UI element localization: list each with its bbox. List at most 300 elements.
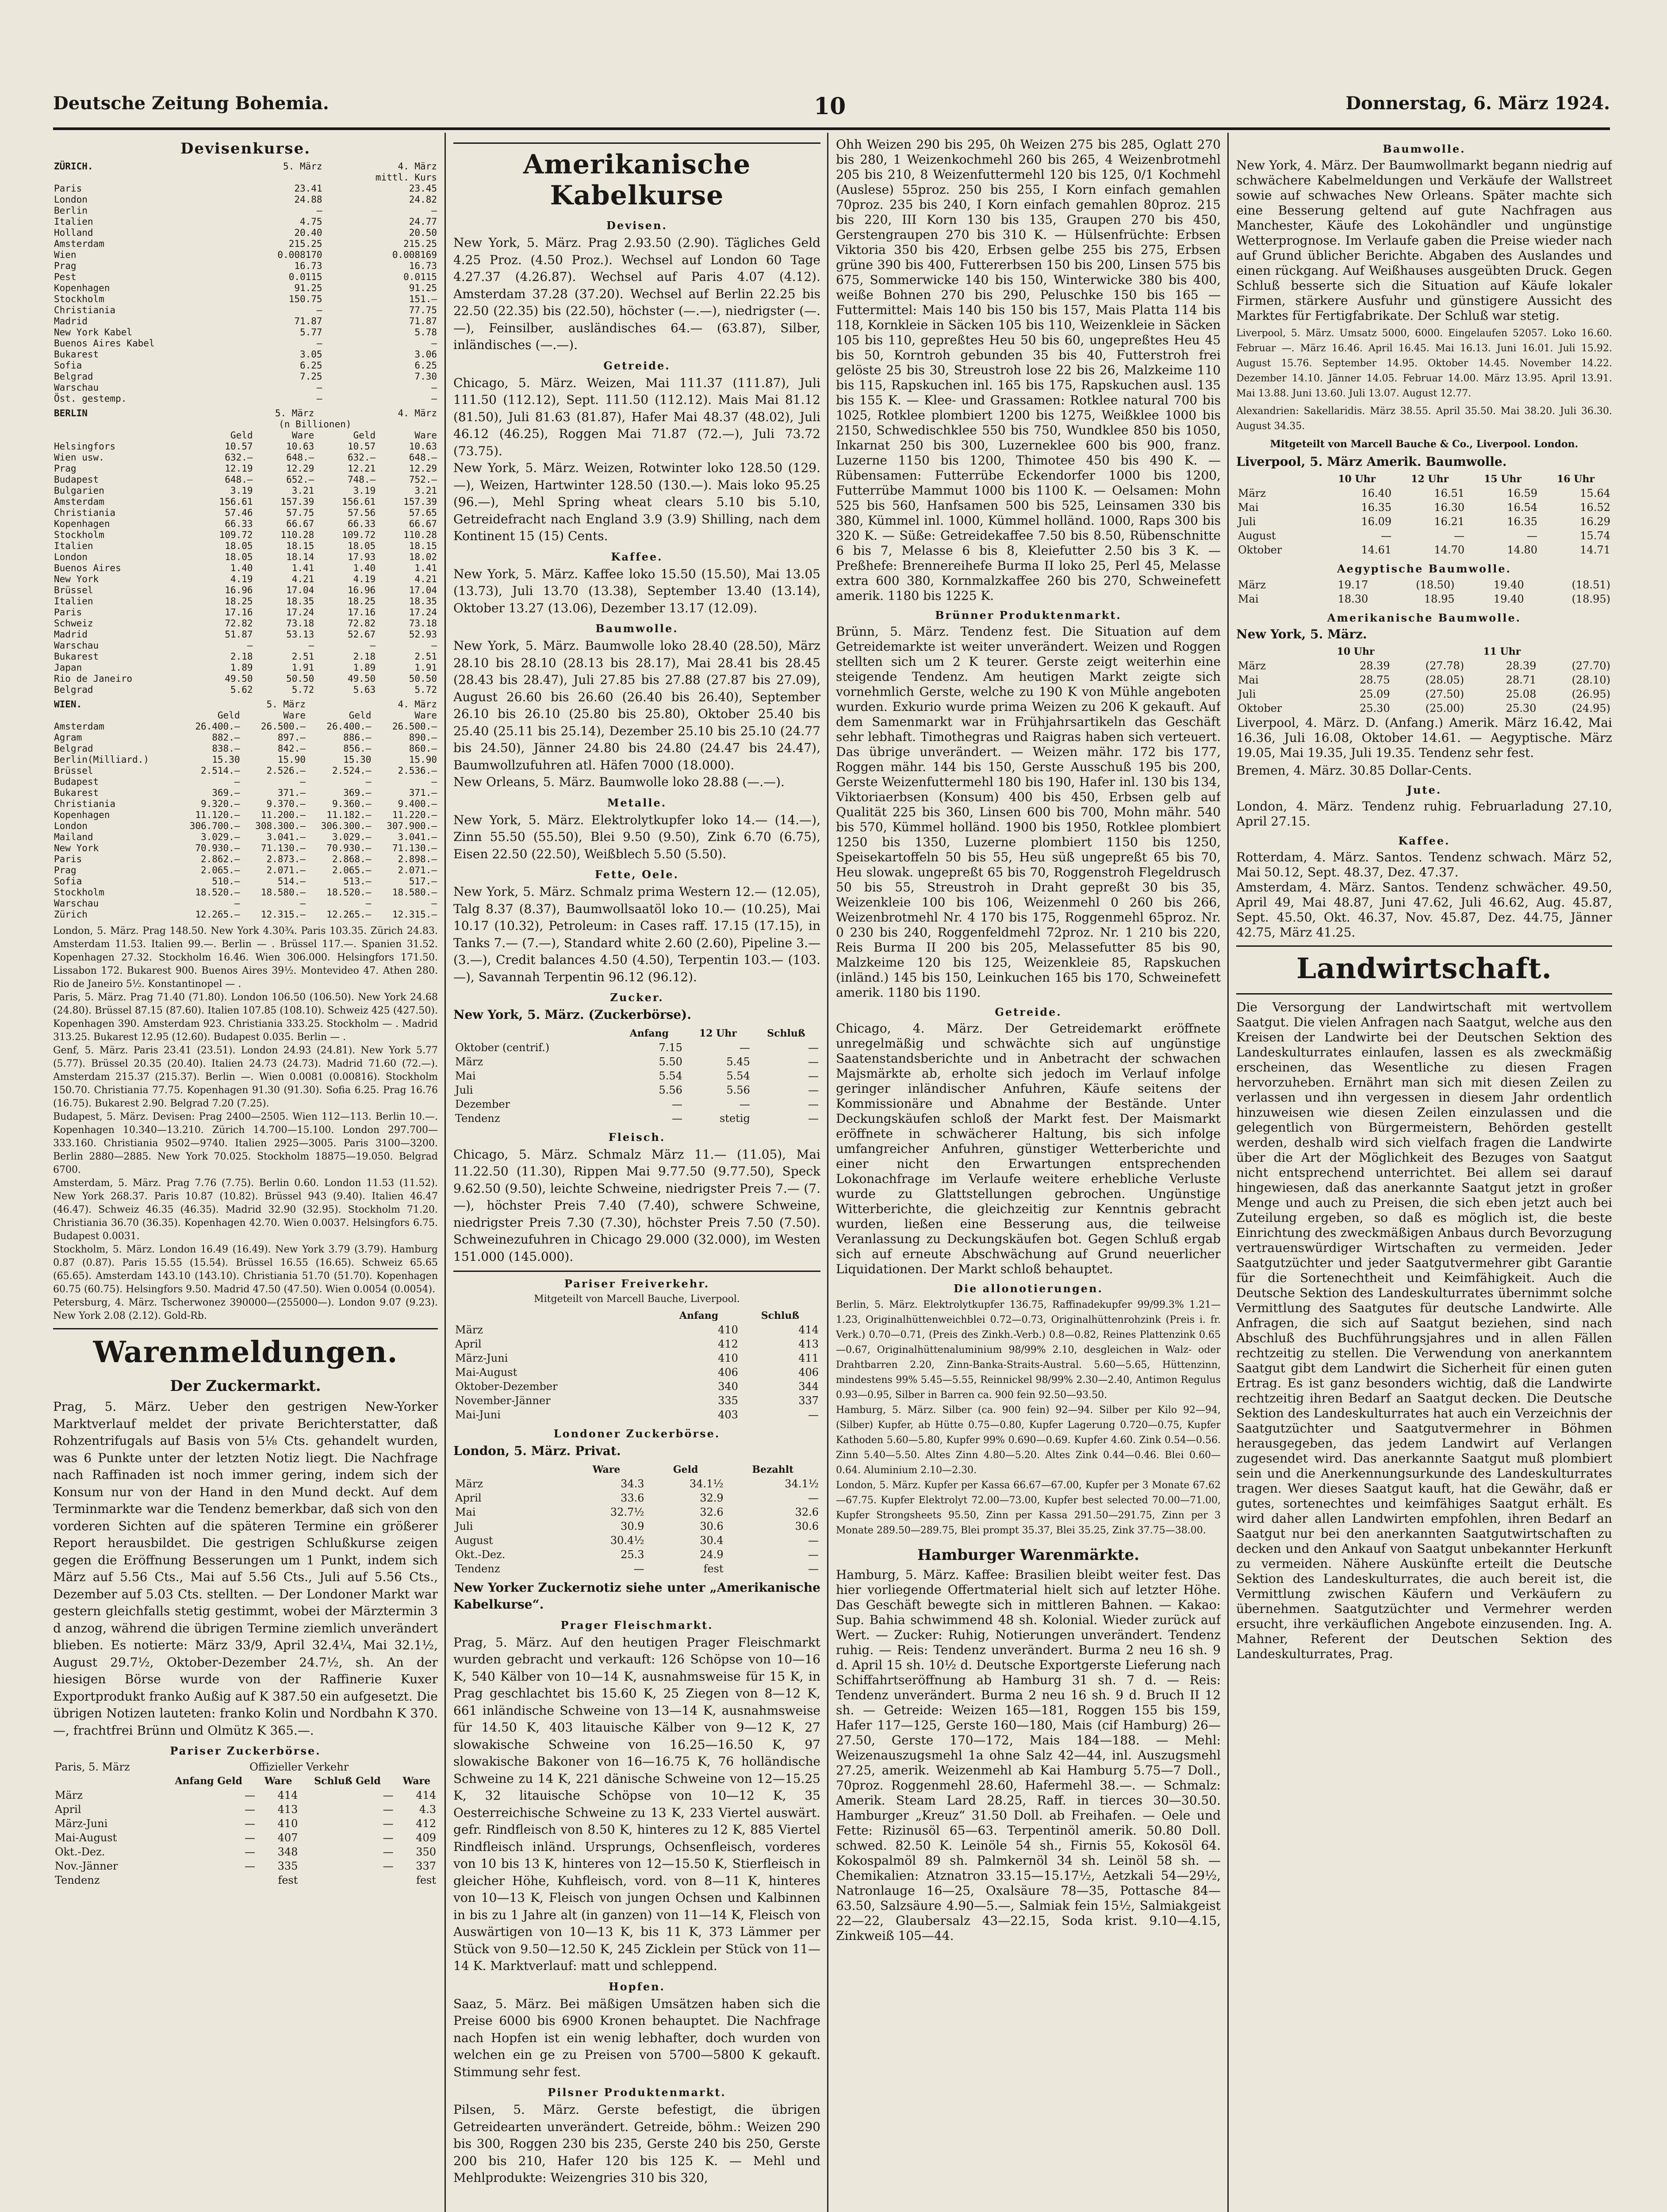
row-value: 414 xyxy=(798,1324,819,1336)
row-value: 860.— xyxy=(409,743,437,754)
metallnotierungen-heading: Die allonotierungen. xyxy=(954,1282,1103,1295)
liverpool-table-head: Liverpool, 5. März Amerik. Baumwolle. xyxy=(1236,454,1507,469)
row-value: 3.21 xyxy=(414,485,437,496)
row-label: Berlin(Milliard.) xyxy=(54,754,149,765)
row-value: 2.868.— xyxy=(332,854,372,864)
row-label: Holland xyxy=(54,227,93,238)
fleisch-subheading: Fleisch. xyxy=(608,1130,666,1144)
row-value: 12.315.— xyxy=(392,909,437,920)
row-value: 156.61 xyxy=(219,496,253,507)
kaffee-report-text: Rotterdam, 4. März. Santos. Tendenz schwach. März 52, Mai 50.12, Sept. 48.37, Dez. 47.37. Amsterdam, 4. März. Santos. Tendenz schwächer. 49.50, April 49, Mai 48.87, Juni 47.62, Juli 46.62, Aug. 45.87, Sept. 45.50, Okt. 46.37, Nov. 45.87, Dez. 44.75, Jänner 42.75, März 41.25. xyxy=(1236,850,1612,940)
row-value: 2.873.— xyxy=(266,854,306,864)
berlin-row xyxy=(53,441,438,452)
row-value: 34.1½ xyxy=(785,1477,819,1490)
row-value: 91.25 xyxy=(294,283,322,293)
londoner-col-header: Geld xyxy=(673,1463,698,1475)
prager-fleischmarkt-heading: Prager Fleischmarkt. xyxy=(560,1618,713,1632)
row-label: März xyxy=(455,1324,483,1336)
row-value: 1.91 xyxy=(414,662,437,673)
row-value: 410 xyxy=(718,1352,738,1364)
row-value: 109.72 xyxy=(342,530,376,540)
liverpool-col-header xyxy=(1236,472,1320,486)
row-value: 5.63 xyxy=(353,684,376,695)
bauche-note: Mitgeteilt von Marcell Bauche & Co., Liverpool. London. xyxy=(1270,438,1579,450)
column-divider xyxy=(827,133,828,2212)
berlin-row xyxy=(53,452,438,463)
row-value: 2.514.— xyxy=(200,765,240,776)
row-value: 510.— xyxy=(212,876,240,887)
wien-date2: 4. März xyxy=(398,699,437,710)
berlin-row xyxy=(53,563,438,574)
row-value: — xyxy=(370,640,376,651)
row-value: 50.50 xyxy=(409,673,437,684)
row-value: 52.93 xyxy=(409,629,437,640)
landwirtschaft-heading: Landwirtschaft. xyxy=(1296,952,1552,985)
row-value: 890.— xyxy=(409,732,437,743)
wien-row xyxy=(53,854,438,865)
row-value: 7.15 xyxy=(659,1041,682,1054)
row-value: (26.95) xyxy=(1571,688,1610,700)
londoner-row xyxy=(453,1533,820,1548)
row-value: (27.70) xyxy=(1571,660,1610,672)
row-value: 18.25 xyxy=(225,596,253,607)
kaffee-heading: Kaffee. xyxy=(1398,834,1450,847)
pariser-tendenz-value: fest xyxy=(278,1874,298,1886)
londoner-zuckerboerse-heading: Londoner Zuckerbörse. xyxy=(553,1427,720,1440)
row-label: Madrid xyxy=(54,316,88,326)
row-value: 406 xyxy=(718,1366,738,1379)
row-value: — xyxy=(383,1817,394,1830)
row-value: — xyxy=(245,1803,256,1816)
row-value: 17.04 xyxy=(409,585,437,595)
row-value: 16.21 xyxy=(1434,515,1465,528)
row-value: 0.0115 xyxy=(403,272,437,282)
aegyptische-heading: Aegyptische Baumwolle. xyxy=(1337,562,1511,575)
row-label: Paris xyxy=(54,183,82,194)
row-value: 16.35 xyxy=(1507,515,1538,528)
row-label: Warschau xyxy=(54,898,99,909)
amerikanische-head: New York, 5. März. xyxy=(1236,627,1367,641)
londoner-row xyxy=(453,1477,820,1491)
row-value: 66.33 xyxy=(347,518,376,529)
row-label: New York xyxy=(54,574,99,584)
row-value: 748.— xyxy=(347,474,376,485)
row-value: 70.930.— xyxy=(326,843,372,853)
row-value: 16.29 xyxy=(1580,515,1610,528)
getreide-subheading: Getreide. xyxy=(603,359,671,372)
row-value: 407 xyxy=(277,1832,298,1844)
pariser-row xyxy=(53,1788,438,1802)
kaffee-subheading: Kaffee. xyxy=(611,550,663,563)
row-label: März xyxy=(55,1789,83,1801)
zuckermarkt-heading: Der Zuckermarkt. xyxy=(170,1377,321,1395)
row-value: 24.77 xyxy=(409,216,437,227)
section-rule xyxy=(1236,945,1612,947)
row-value: 25.08 xyxy=(1506,688,1537,700)
row-label: Prag xyxy=(54,463,77,474)
amer-col-header: 10 Uhr xyxy=(1337,646,1375,657)
wien-row xyxy=(53,765,438,776)
row-value: 1.40 xyxy=(353,563,376,573)
metallnotierungen-text: Berlin, 5. März. Elektrolytkupfer 136.75, Raffinadekupfer 99/99.3% 1.21—1.23, Originalhüttenweichblei 0.72—0.73, Originalhüttenrohzink (Preis i. fr. Verk.) 0.70—0.71, (Preis des Zinkh.-Verb.) 0.8—0.82, Reines Plattenzink 0.65—0.67, Originalhüttenaluminium 98/99% 2.10, desgleichen in Walz- oder Drahtbarren 2.20, Zinn-Banka-Straits-Austral. 5.60—5.65, Hüttenzinn, mindestens 99% 5.45—5.55, Reinnickel 98/99% 2.30—2.40, Antimon Regulus 0.93—0.95, Silber in Barren ca. 900 fein 92.50—93.50. Hamburg, 5. März. Silber (ca. 900 fein) 92—94. Silber per Kilo 92—94, (Silber) Kupfer, ab Hütte 0.75—0.80, Kupfer Lagerung 0.720—0.75, Kupfer Kathoden 5.60—5.80, Kupfer 99% 0.690—0.69. Kupfer 4.60. Zink 0.54—0.56. Zinn 5.40—5.50. Altes Zinn 4.80—5.20. Altes Zink 0.44—0.46. Blei 0.60—0.64. Aluminium 2.10—2.30. London, 5. März. Kupfer per Kassa 66.67—67.00, Kupfer per 3 Monate 67.62—67.75. Kupfer Elektrolyt 72.00—73.00, Kupfer best selected 70.00—71.00, Kupfer Strongsheets 95.50, Zinn per Kassa 291.50—291.75, Zinn per 3 Monate 289.50—289.75, Blei prompt 35.37, Blei 35.25, Zink 37.75—38.00. xyxy=(836,1299,1221,1536)
pariser-row xyxy=(53,1845,438,1859)
row-label: Oktober xyxy=(1238,544,1282,556)
row-label: Zürich xyxy=(54,909,88,920)
row-value: 2.524.— xyxy=(332,765,372,776)
row-value: 18.580.— xyxy=(392,887,437,898)
row-value: — xyxy=(245,1846,256,1858)
row-value: 410 xyxy=(277,1817,298,1830)
row-value: 5.50 xyxy=(659,1055,682,1068)
pariser-freiverkehr-note: Mitgeteilt von Marcell Bauche, Liverpool. xyxy=(534,1294,740,1305)
row-value: 17.93 xyxy=(347,552,376,562)
row-value: 4.19 xyxy=(230,574,253,584)
row-value: 5.72 xyxy=(291,684,314,695)
londoner-col-header xyxy=(453,1463,567,1477)
row-label: Amsterdam xyxy=(54,496,104,507)
row-value: 4.75 xyxy=(299,216,322,227)
row-label: Tendenz xyxy=(455,1112,500,1125)
pilsner-text: Pilsen, 5. März. Gerste befestigt, die übrigen Getreidearten unverändert. Getreide, böhm.: Weizen 290 bis 300, Roggen 230 bis 235, Gerste 240 bis 250, Gerste 200 bis 210, Hafer 120 bis 125 K. — Mehl und Mehlprodukte: Weizengries 310 bis 320, xyxy=(453,2102,820,2185)
row-label: Sofia xyxy=(54,876,82,887)
row-label: Christiania xyxy=(54,305,116,315)
row-value: 151.— xyxy=(409,294,437,304)
row-value: — xyxy=(1381,530,1392,542)
hamburger-heading: Hamburger Warenmärkte. xyxy=(917,1546,1139,1564)
row-value: — xyxy=(245,1860,256,1872)
row-value: 306.700.— xyxy=(189,821,240,831)
row-value: 4.21 xyxy=(414,574,437,584)
row-label: Pest xyxy=(54,272,77,282)
row-value: 335 xyxy=(277,1860,298,1872)
freiverkehr-row xyxy=(453,1323,820,1337)
row-value: — xyxy=(739,1098,750,1110)
row-value: 5.54 xyxy=(659,1069,682,1082)
row-value: 20.40 xyxy=(294,227,322,238)
row-value: 18.02 xyxy=(409,552,437,562)
row-value: 15.64 xyxy=(1580,487,1610,499)
wien-col-header: Geld xyxy=(349,710,372,721)
row-value: 369.— xyxy=(212,787,240,798)
row-label: Okt.-Dez. xyxy=(55,1846,105,1858)
row-value: 308.300.— xyxy=(255,821,306,831)
amerikanische-table xyxy=(1236,645,1612,715)
row-label: Warschau xyxy=(54,640,99,651)
pariser-row xyxy=(53,1816,438,1831)
wien-heading: WIEN. xyxy=(54,699,82,710)
row-value: 5.77 xyxy=(299,327,322,338)
row-value: — xyxy=(633,1562,644,1575)
row-value: — xyxy=(1527,530,1538,542)
row-value: 16.59 xyxy=(1507,487,1538,499)
row-value: 335 xyxy=(718,1394,738,1407)
row-value: 15.90 xyxy=(277,754,306,765)
wien-col-header: Ware xyxy=(283,710,306,721)
row-value: 49.50 xyxy=(347,673,376,684)
row-value: 49.50 xyxy=(225,673,253,684)
row-value: 4.21 xyxy=(291,574,314,584)
row-label: Oktober-Dezember xyxy=(455,1380,558,1393)
row-label: Juli xyxy=(1238,688,1256,700)
row-label: Kopenhagen xyxy=(54,518,110,529)
issue-date: Donnerstag, 6. März 1924. xyxy=(1345,93,1610,114)
getreide-chicago-heading: Getreide. xyxy=(995,1006,1062,1018)
row-label: Italien xyxy=(54,541,93,551)
zurich-row xyxy=(53,360,438,371)
row-label: Mai xyxy=(455,1069,476,1082)
row-value: 9.360.— xyxy=(332,799,372,809)
row-value: 71.130.— xyxy=(392,843,437,853)
column-2 xyxy=(453,137,820,2212)
berlin-row xyxy=(53,651,438,662)
row-value: (25.00) xyxy=(1425,702,1464,714)
row-value: 1.89 xyxy=(230,662,253,673)
row-value: 842.— xyxy=(277,743,306,754)
metalle-text: New York, 5. März. Elektrolytkupfer loko 14.— (14.—), Zinn 55.50 (55.50), Blei 9.50 (9.50), Zink 6.70 (6.75), Eisen 22.50 (22.50), Weißblech 5.50 (5.50). xyxy=(453,812,820,861)
row-value: 71.87 xyxy=(409,316,437,326)
row-value: 513.— xyxy=(343,876,372,887)
row-label: Paris xyxy=(54,607,82,618)
zurich-row xyxy=(53,205,438,216)
row-value: 2.071.— xyxy=(266,865,306,876)
pariser-freiverkehr-table xyxy=(453,1309,820,1422)
londoner-row xyxy=(453,1519,820,1533)
row-value: 150.75 xyxy=(288,294,322,304)
row-label: Mai-Juni xyxy=(455,1409,501,1421)
row-value: — xyxy=(431,338,437,349)
row-label: Kopenhagen xyxy=(54,810,110,820)
berlin-row xyxy=(53,485,438,496)
hopfen-heading: Hopfen. xyxy=(609,1980,665,1993)
header-rule xyxy=(53,127,1610,130)
row-value: 2.18 xyxy=(353,651,376,662)
row-label: März xyxy=(1238,487,1266,499)
amer-col-header xyxy=(1538,645,1612,659)
wien-row xyxy=(53,898,438,909)
row-value: 16.35 xyxy=(1361,501,1392,514)
row-value: 648.— xyxy=(286,452,314,463)
row-value: 16.09 xyxy=(1361,515,1392,528)
row-value: 72.82 xyxy=(347,618,376,629)
row-value: 7.25 xyxy=(299,371,322,382)
berlin-row xyxy=(53,530,438,541)
row-label: Stockholm xyxy=(54,530,104,540)
liverpool-anfang-text: Liverpool, 4. März. D. (Anfang.) Amerik. März 16.42, Mai 16.36, Juli 16.08, Oktober 14.61. — Aegyptische. März 19.05, Mai 19.35, Juli 19.35. Tendenz sehr fest. xyxy=(1236,715,1612,760)
row-value: (28.10) xyxy=(1571,674,1610,686)
row-label: April xyxy=(455,1491,482,1504)
row-value: 33.6 xyxy=(621,1491,644,1504)
row-label: Christiania xyxy=(54,799,116,809)
row-value: 18.05 xyxy=(347,541,376,551)
berlin-col-header: Geld xyxy=(353,430,376,441)
row-value: — xyxy=(431,898,437,909)
row-value: 406 xyxy=(798,1366,819,1379)
row-label: Mai xyxy=(1238,501,1259,514)
berlin-row xyxy=(53,596,438,607)
row-value: — xyxy=(245,1832,256,1844)
row-value: — xyxy=(383,1846,394,1858)
row-value: 30.4½ xyxy=(610,1534,644,1547)
zurich-row xyxy=(53,316,438,327)
row-value: 10.57 xyxy=(347,441,376,452)
row-value: 3.041.— xyxy=(266,832,306,842)
row-value: — xyxy=(1454,530,1465,542)
ny-zucker-row xyxy=(453,1069,820,1083)
row-value: 11.220.— xyxy=(392,810,437,820)
jute-heading: Jute. xyxy=(1406,783,1442,796)
row-value: 25.09 xyxy=(1359,688,1390,700)
berlin-row xyxy=(53,518,438,530)
row-label: Kopenhagen xyxy=(54,283,110,293)
ny-zucker-row xyxy=(453,1083,820,1097)
zurich-table xyxy=(53,161,438,404)
londoner-head: London, 5. März. Privat. xyxy=(453,1444,621,1458)
berlin-row xyxy=(53,618,438,629)
international-rates-text: London, 5. März. Prag 148.50. New York 4.30¾. Paris 103.35. Zürich 24.83. Amsterdam 11.53. Italien 99.—. Berlin — . Brüssel 117.—. Spanien 31.52. Kopenhagen 27.32. Stockholm 16.46. Wien 306.000. Helsingfors 171.50. Lissabon 172. Bukarest 900. Buenos Aires 39½. Montevideo 47. Athen 280. Rio de Janeiro 5½. Konstantinopel — . Paris, 5. März. Prag 71.40 (71.80). London 106.50 (106.50). New York 24.68 (24.80). Brüssel 87.15 (87.60). Italien 107.85 (108.10). Schweiz 425 (427.50). Kopenhagen 390. Amsterdam 923. Christiania 333.25. Stockholm — . Madrid 313.25. Bukarest 12.95 (12.60). Budapest 0.035. Berlin — . Genf, 5. März. Paris 23.41 (23.51). London 24.93 (24.81). New York 5.77 (5.77). Brüssel 20.35 (20.40). Italien 24.73 (24.73). Madrid 71.60 (72.—). Amsterdam 215.37 (215.37). Berlin —. Wien 0.0081 (0.00816). Stockholm 150.70. Christiania 77.75. Kopenhagen 91.30 (91.30). Sofia 6.25. Prag 16.76 (16.75). Bukarest 2.90. Belgrad 7.20 (7.25). Budapest, 5. März. Devisen: Prag 2400—2505. Wien 112—113. Berlin 10.—. Kopenhagen 10.340—13.210. Zürich 14.700—15.100. London 297.700—333.160. Christiania 9502—9740. Italien 2925—3005. Paris 3100—3200. Berlin 2880—2885. New York 70.025. Stockholm 18875—19.050. Belgrad 6700. Amsterdam, 5. März. Prag 7.76 (7.75). Berlin 0.60. London 11.53 (11.52). New York 268.37. Paris 10.87 (10.82). Brüssel 943 (9.40). Italien 46.47 (46.47). Schweiz 46.35 (46.35). Madrid 32.90 (32.95). Stockholm 71.20. Christiania 36.70 (36.35). Kopenhagen 42.70. Wien 0.0037. Helsingfors 6.75. Budapest 0.0031. Stockholm, 5. März. London 16.49 (16.49). New York 3.79 (3.79). Hamburg 0.87 (0.87). Paris 15.55 (15.54). Brüssel 16.55 (16.65). Schweiz 65.65 (65.65). Amsterdam 143.10 (143.10). Christiania 51.70 (51.70). Kopenhagen 60.75 (60.75). Helsingfors 9.50. Madrid 47.50 (47.50). Wien 0.0054 (0.0054). Petersburg, 4. März. Tscherwonez 390000—(255000—). London 9.07 (9.23). New York 2.08 (2.12). Gold-Rb. xyxy=(53,926,438,1321)
row-label: April xyxy=(455,1338,482,1350)
row-label: Sofia xyxy=(54,360,82,371)
londoner-row xyxy=(453,1505,820,1519)
row-value: 18.520.— xyxy=(326,887,372,898)
row-value: 19.40 xyxy=(1493,593,1524,605)
prager-fleischmarkt-text: Prag, 5. März. Auf den heutigen Prager Fleischmarkt wurden gebracht und verkauft: 126 Schöpse von 10—16 K, 540 Kälber von 10—14 K, ausnahmsweise für 15 K, in Prag geschlachtet bis 15.60 K, 25 Ziegen von 8—12 K, 661 inländische Schweine von 13—14 K, ausnahmsweise für 14.50 K, 403 litauische Kälber von 9—12 K, 27 slowakische Schweine von 16.25—16.50 K, 97 slowakische Bakoner von 16—16.75 K, 76 holländische Schweine zu 14 K, 221 dänische Schweine von 12—15.25 K, 32 litauische Schöpse von 10—12 K, 35 Oesterreichische Schweine zu 13 K, 233 Viertel auswärt. gefr. Rindfleisch von 8.50 K, hinteres zu 12 K, 885 Viertel Rindfleisch inländ. Ursprungs, Ochsenfleisch, vorderes von 10 bis 13 K, hinteres von 12—15.50 K, Stierfleisch in gleicher Höhe, Kuhfleisch, vord. von 8—11 K, hinteres von 10—13 K, Fleisch von jungen Ochsen und Kalbinnen in bis zu 1 Jahre alt (in ganzen) von 11—14 K, Fleisch von Auswärtigen von 10—13 K, bis 11 K, 373 Lämmer per Stück von 9.50—12.50 K, 245 Zicklein per Stück von 11—14 K. Marktverlauf: matt und schleppend. xyxy=(453,1635,820,1973)
row-value: 26.500.— xyxy=(392,721,437,732)
devisen-heading: Devisenkurse. xyxy=(180,140,311,157)
page-number: 10 xyxy=(814,93,846,120)
freiverkehr-row xyxy=(453,1351,820,1365)
aeg-row xyxy=(1236,578,1612,592)
zucker-col-header: 12 Uhr xyxy=(699,1027,737,1039)
row-value: 350 xyxy=(416,1846,436,1858)
row-value: 14.71 xyxy=(1580,544,1610,556)
row-value: — xyxy=(808,1409,819,1421)
row-value: 20.50 xyxy=(409,227,437,238)
row-value: 156.61 xyxy=(342,496,376,507)
row-value: 414 xyxy=(277,1789,298,1801)
row-label: Agram xyxy=(54,732,82,743)
liverpool-row xyxy=(1236,543,1612,557)
liverpool-col-header: 15 Uhr xyxy=(1484,473,1522,485)
row-value: 110.28 xyxy=(280,530,314,540)
row-label: Nov.-Jänner xyxy=(55,1860,118,1872)
liverpool-row xyxy=(1236,515,1612,529)
row-value: — xyxy=(316,382,322,393)
row-value: 411 xyxy=(798,1352,819,1364)
row-value: 24.9 xyxy=(700,1548,724,1561)
row-value: — xyxy=(808,1112,819,1125)
row-value: 26.500.— xyxy=(261,721,306,732)
row-value: 25.30 xyxy=(1506,702,1537,714)
amer-row xyxy=(1236,701,1612,715)
zucker-col-header: Anfang xyxy=(629,1027,669,1039)
row-value: 17.16 xyxy=(347,607,376,618)
row-label: Rio de Janeiro xyxy=(54,673,133,684)
row-label: London xyxy=(54,194,88,205)
row-value: 16.54 xyxy=(1507,501,1538,514)
row-value: — xyxy=(300,898,306,909)
row-value: 514.— xyxy=(277,876,306,887)
row-value: 337 xyxy=(416,1860,436,1872)
ny-zucker-row xyxy=(453,1055,820,1069)
row-value: 16.30 xyxy=(1434,501,1465,514)
row-value: 28.39 xyxy=(1506,660,1537,672)
row-value: 12.19 xyxy=(225,463,253,474)
row-value: 66.67 xyxy=(409,518,437,529)
row-value: — xyxy=(671,1098,682,1110)
zucker-subheading: Zucker. xyxy=(610,991,664,1004)
row-value: 34.1½ xyxy=(689,1477,724,1490)
section-rule xyxy=(1236,993,1612,995)
wien-row xyxy=(53,743,438,754)
row-label: November-Jänner xyxy=(455,1394,551,1407)
row-label: April xyxy=(55,1803,81,1816)
row-value: 5.56 xyxy=(659,1083,682,1096)
getreide-text: Chicago, 5. März. Weizen, Mai 111.37 (111.87), Juli 111.50 (112.12), Sept. 111.50 (112.12). Mais Mai 81.12 (81.50), Juli 81.63 (81.87), Hafer Mai 48.37 (48.02), Juli 46.12 (46.25), Roggen Mai 71.87 (72.—), Juli 73.72 (73.75). New York, 5. März. Weizen, Rotwinter loko 128.50 (129.—), Weizen, Hartwinter 128.50 (130.—). Mais loko 95.25 (96.—), Mehl Spring wheat clears 5.10 bis 5.10, Getreidefracht nach England 3.9 (3.9) Shilling, nach dem Kontinent 15 (15) Cents. xyxy=(453,375,820,543)
row-label: Stockholm xyxy=(54,294,104,304)
liverpool-row xyxy=(1236,500,1612,515)
berlin-row xyxy=(53,607,438,618)
row-value: 19.17 xyxy=(1337,579,1368,591)
row-value: 403 xyxy=(718,1409,738,1421)
row-value: 409 xyxy=(416,1832,436,1844)
row-value: 0.008170 xyxy=(277,250,322,260)
row-value: — xyxy=(383,1789,394,1801)
row-value: 3.06 xyxy=(414,349,437,360)
row-value: 51.87 xyxy=(225,629,253,640)
row-value: 18.520.— xyxy=(195,887,240,898)
row-value: 30.9 xyxy=(621,1520,644,1532)
pariser-zucker-table xyxy=(53,1760,438,1887)
row-value: 53.13 xyxy=(286,629,314,640)
row-label: Budapest xyxy=(54,474,99,485)
row-label: London xyxy=(54,821,88,831)
row-value: 215.25 xyxy=(288,238,322,249)
row-value: 340 xyxy=(718,1380,738,1393)
row-label: Oktober (centrif.) xyxy=(455,1041,550,1054)
row-label: Budapest xyxy=(54,776,99,787)
bremen-text: Bremen, 4. März. 30.85 Dollar-Cents. xyxy=(1236,763,1472,778)
row-label: Mai xyxy=(1238,593,1259,605)
row-value: (27.50) xyxy=(1425,688,1464,700)
row-value: 34.3 xyxy=(621,1477,644,1490)
row-value: 28.75 xyxy=(1359,674,1390,686)
row-value: 12.315.— xyxy=(261,909,306,920)
row-value: 4.19 xyxy=(353,574,376,584)
row-label: Buenos Aires Kabel xyxy=(54,338,155,349)
row-value: 12.265.— xyxy=(326,909,372,920)
column-divider xyxy=(445,133,446,2212)
fette-text: New York, 5. März. Schmalz prima Western 12.— (12.05), Talg 8.37 (8.37), Baumwollsaatöl loko 10.— (10.25), Mai 10.17 (10.32), Petroleum: in Cases raff. 17.15 (17.15), in Tanks 7.— (7.—), Standard white 2.60 (2.60), Pipeline 3.— (3.—), Credit balances 4.50 (4.50), Terpentin 103.— (103.—), Savannah Terpentin 96.12 (96.12). xyxy=(453,884,820,984)
row-value: — xyxy=(308,640,314,651)
wien-date1: 5. März xyxy=(266,699,306,710)
row-label: Mailand xyxy=(54,832,93,842)
row-value: 856.— xyxy=(343,743,372,754)
row-value: 5.62 xyxy=(230,684,253,695)
row-label: März-Juni xyxy=(455,1352,508,1364)
row-value: 1.41 xyxy=(291,563,314,573)
row-value: 15.90 xyxy=(409,754,437,765)
wien-row xyxy=(53,909,438,920)
row-label: Juli xyxy=(455,1520,473,1532)
row-value: — xyxy=(300,776,306,787)
zurich-row xyxy=(53,305,438,316)
row-value: 12.29 xyxy=(409,463,437,474)
row-value: — xyxy=(316,338,322,349)
row-value: 632.— xyxy=(225,452,253,463)
zurich-row xyxy=(53,349,438,360)
row-value: 2.526.— xyxy=(266,765,306,776)
berlin-col-header: Ware xyxy=(291,430,314,441)
